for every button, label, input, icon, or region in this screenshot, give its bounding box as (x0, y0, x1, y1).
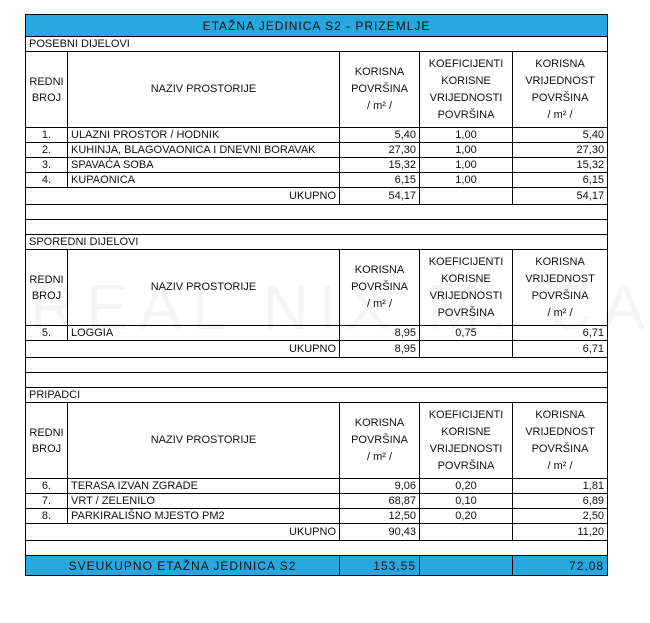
header-area-label: KORISNA POVRŠINA (351, 264, 408, 293)
table-row (26, 128, 608, 143)
header-value-unit: / m² / (547, 306, 573, 319)
title-row (26, 15, 608, 37)
spacer-row (26, 358, 608, 373)
header-area (340, 250, 420, 326)
area-table-sheet (25, 14, 607, 576)
row-coef: 1,00 (420, 143, 513, 158)
row-no: 3. (26, 158, 68, 173)
row-area: 6,15 (340, 173, 420, 188)
spacer-cell (26, 373, 608, 388)
total-row (26, 524, 608, 541)
header-name: NAZIV PROSTORIJE (68, 52, 340, 128)
section-title-row (26, 235, 608, 250)
row-coef: 0,20 (420, 479, 513, 494)
header-area-unit: / m² / (366, 451, 393, 463)
section-title-row (26, 37, 608, 52)
header-value (513, 52, 608, 128)
header-coef: KOEFICIJENTI KORISNE VRIJEDNOSTI POVRŠINA (420, 52, 513, 128)
row-coef: 0,20 (420, 509, 513, 524)
header-area-label: KORISNA POVRŠINA (351, 66, 408, 95)
header-row (26, 52, 608, 128)
spacer-cell (26, 205, 608, 220)
row-value: 6,89 (513, 494, 608, 509)
total-row (26, 341, 608, 358)
row-value: 5,40 (513, 128, 608, 143)
header-coef: KOEFICIJENTI KORISNE VRIJEDNOSTI POVRŠINA (420, 403, 513, 479)
table-title: ETAŽNA JEDINICA S2 - PRIZEMLJE (26, 15, 608, 37)
total-label: UKUPNO (26, 188, 340, 205)
table-row (26, 509, 608, 524)
row-name: LOGGIA (68, 326, 340, 341)
header-value-unit: / m² / (547, 459, 573, 472)
row-coef: 1,00 (420, 173, 513, 188)
row-value: 6,15 (513, 173, 608, 188)
row-value: 1,81 (513, 479, 608, 494)
grand-total-coef-empty (420, 556, 513, 576)
spacer-row (26, 541, 608, 556)
header-value (513, 250, 608, 326)
row-area: 8,95 (340, 326, 420, 341)
row-no: 1. (26, 128, 68, 143)
row-no: 2. (26, 143, 68, 158)
area-table (25, 14, 608, 576)
row-name: SPAVAĆA SOBA (68, 158, 340, 173)
spacer-row (26, 205, 608, 220)
total-value: 54,17 (513, 188, 608, 205)
row-area: 27,30 (340, 143, 420, 158)
header-row (26, 403, 608, 479)
header-name: NAZIV PROSTORIJE (68, 250, 340, 326)
total-area: 90,43 (340, 524, 420, 541)
header-row (26, 250, 608, 326)
table-row (26, 173, 608, 188)
row-value: 2,50 (513, 509, 608, 524)
total-area: 54,17 (340, 188, 420, 205)
header-value (513, 403, 608, 479)
header-coef: KOEFICIJENTI KORISNE VRIJEDNOSTI POVRŠINA (420, 250, 513, 326)
header-area-label: KORISNA POVRŠINA (351, 417, 408, 446)
total-value: 11,20 (513, 524, 608, 541)
table-row (26, 326, 608, 341)
row-coef: 1,00 (420, 158, 513, 173)
grand-total-label: SVEUKUPNO ETAŽNA JEDINICA S2 (26, 556, 340, 576)
header-value-label: KORISNA VRIJEDNOST POVRŠINA (525, 255, 595, 302)
total-area: 8,95 (340, 341, 420, 358)
total-value: 6,71 (513, 341, 608, 358)
total-coef-empty (420, 524, 513, 541)
row-no: 4. (26, 173, 68, 188)
row-value: 6,71 (513, 326, 608, 341)
table-row (26, 494, 608, 509)
row-area: 5,40 (340, 128, 420, 143)
header-no: REDNI BROJ (26, 52, 68, 128)
table-row (26, 479, 608, 494)
spacer-cell (26, 358, 608, 373)
row-name: PARKIRALIŠNO MJESTO PM2 (68, 509, 340, 524)
header-no: REDNI BROJ (26, 250, 68, 326)
section-title: POSEBNI DIJELOVI (26, 37, 608, 52)
row-value: 27,30 (513, 143, 608, 158)
section-title: SPOREDNI DIJELOVI (26, 235, 608, 250)
header-value-label: KORISNA VRIJEDNOST POVRŠINA (525, 408, 595, 455)
total-row (26, 188, 608, 205)
header-value-label: KORISNA VRIJEDNOST POVRŠINA (525, 57, 595, 104)
row-area: 68,87 (340, 494, 420, 509)
row-name: TERASA IZVAN ZGRADE (68, 479, 340, 494)
grand-total-area: 153,55 (340, 556, 420, 576)
row-coef: 1,00 (420, 128, 513, 143)
header-name: NAZIV PROSTORIJE (68, 403, 340, 479)
row-area: 15,32 (340, 158, 420, 173)
row-coef: 0,75 (420, 326, 513, 341)
row-area: 9,06 (340, 479, 420, 494)
spacer-row (26, 373, 608, 388)
row-no: 5. (26, 326, 68, 341)
total-coef-empty (420, 188, 513, 205)
row-coef: 0,10 (420, 494, 513, 509)
total-label: UKUPNO (26, 524, 340, 541)
header-area-unit: / m² / (366, 100, 393, 112)
header-area-unit: / m² / (366, 298, 393, 310)
row-no: 6. (26, 479, 68, 494)
row-area: 12,50 (340, 509, 420, 524)
row-no: 7. (26, 494, 68, 509)
section-title-row (26, 388, 608, 403)
row-name: VRT / ZELENILO (68, 494, 340, 509)
header-area (340, 403, 420, 479)
grand-total-row (26, 556, 608, 576)
header-value-unit: / m² / (547, 108, 573, 121)
spacer-cell (26, 220, 608, 235)
table-row (26, 143, 608, 158)
row-value: 15,32 (513, 158, 608, 173)
row-name: ULAZNI PROSTOR / HODNIK (68, 128, 340, 143)
total-coef-empty (420, 341, 513, 358)
table-row (26, 158, 608, 173)
row-name: KUPAONICA (68, 173, 340, 188)
header-area (340, 52, 420, 128)
total-label: UKUPNO (26, 341, 340, 358)
row-no: 8. (26, 509, 68, 524)
section-title: PRIPADCI (26, 388, 608, 403)
header-no: REDNI BROJ (26, 403, 68, 479)
grand-total-value: 72,08 (513, 556, 608, 576)
spacer-cell (26, 541, 608, 556)
row-name: KUHINJA, BLAGOVAONICA I DNEVNI BORAVAK (68, 143, 340, 158)
spacer-row (26, 220, 608, 235)
